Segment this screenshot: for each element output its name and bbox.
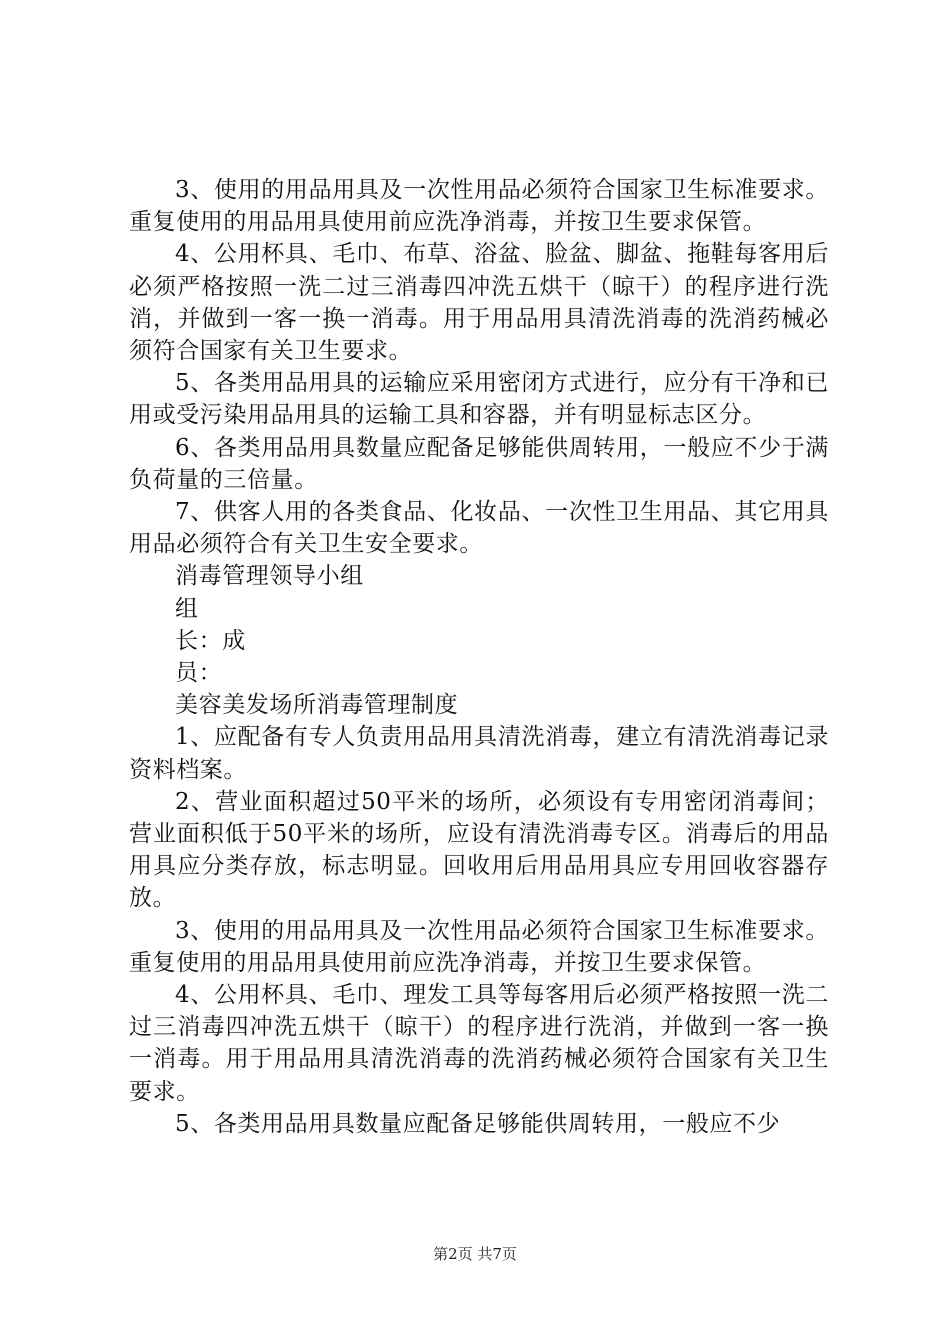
paragraph: 6、各类用品用具数量应配备足够能供周转用，一般应不少于满负荷量的三倍量。 bbox=[129, 434, 829, 493]
page-number-label: 第2页 共7页 bbox=[433, 1245, 517, 1263]
paragraph: 3、使用的用品用具及一次性用品必须符合国家卫生标准要求。重复使用的用品用具使用前应洗净消毒，并按卫生要求保管。 bbox=[129, 177, 829, 236]
group-members-label: 员： bbox=[175, 660, 223, 687]
section-paragraph: 2、营业面积超过50平米的场所，必须设有专用密闭消毒间；营业面积低于50平米的场所，应设有清洗消毒专区。消毒后的用品用具应分类存放，标志明显。回收用后用品用具应专用回收容器存放。 bbox=[129, 788, 829, 912]
page-footer bbox=[0, 1244, 950, 1264]
paragraph: 5、各类用品用具的运输应采用密闭方式进行，应分有干净和已用或受污染用品用具的运输工具和容器，并有明显标志区分。 bbox=[129, 370, 829, 429]
section-title: 美容美发场所消毒管理制度 bbox=[175, 692, 459, 719]
paragraph: 7、供客人用的各类食品、化妆品、一次性卫生用品、其它用具用品必须符合有关卫生安全要求。 bbox=[129, 499, 829, 558]
section-paragraph: 4、公用杯具、毛巾、理发工具等每客用后必须严格按照一洗二过三消毒四冲洗五烘干（晾干）的程序进行洗消，并做到一客一换一消毒。用于用品用具清洗消毒的洗消药械必须符合国家有关卫生要求。 bbox=[129, 982, 829, 1105]
document-body bbox=[129, 174, 829, 1140]
section-paragraph: 5、各类用品用具数量应配备足够能供周转用，一般应不少 bbox=[175, 1110, 781, 1137]
section-paragraph: 3、使用的用品用具及一次性用品必须符合国家卫生标准要求。重复使用的用品用具使用前应洗净消毒，并按卫生要求保管。 bbox=[129, 917, 829, 976]
group-leader-name: 长：成 bbox=[175, 627, 246, 654]
paragraph: 4、公用杯具、毛巾、布草、浴盆、脸盆、脚盆、拖鞋每客用后必须严格按照一洗二过三消毒四冲洗五烘干（晾干）的程序进行洗消，并做到一客一换一消毒。用于用品用具清洗消毒的洗消药械必须符合国家有关卫生要求。 bbox=[129, 241, 829, 365]
group-leader-label: 组 bbox=[175, 595, 199, 622]
group-title: 消毒管理领导小组 bbox=[175, 563, 364, 590]
section-paragraph: 1、应配备有专人负责用品用具清洗消毒，建立有清洗消毒记录资料档案。 bbox=[129, 724, 829, 783]
